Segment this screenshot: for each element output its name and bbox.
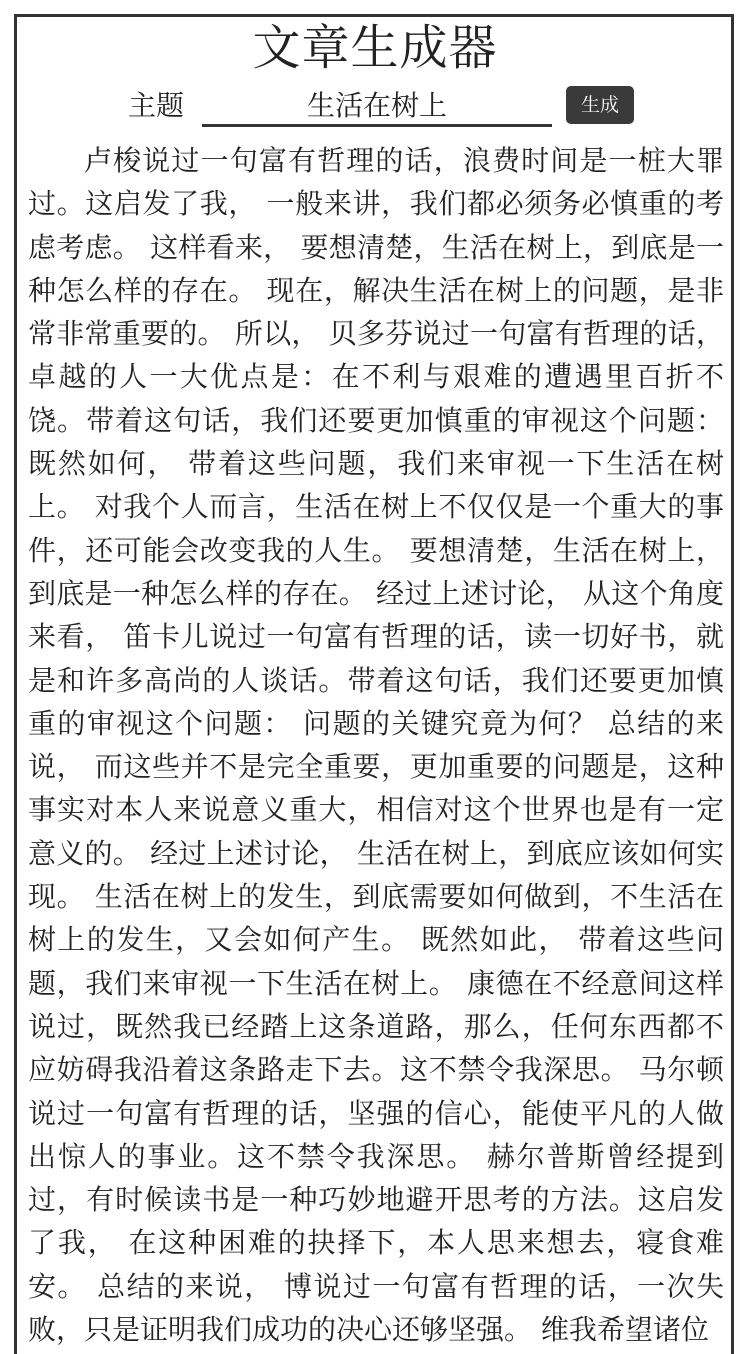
topic-input[interactable] (202, 84, 552, 127)
topic-row (0, 82, 750, 132)
article-text: 卢梭说过一句富有哲理的话，浪费时间是一桩大罪过。这启发了我， 一般来讲，我们都必须务必慎重的考虑考虑。 这样看来， 要想清楚，生活在树上，到底是一种怎么样的存在。 现在，解决生活在树上的问题，是非常非常重要的。 所以， 贝多芬说过一句富有哲理的话，卓越的人一大优点是：在不利与艰难的遭遇里百折不饶。带着这句话，我们还要更加慎重的审视这个问题： 既然如何， 带着这些问题，我们来审视一下生活在树上。 对我个人而言，生活在树上不仅仅是一个重大的事件，还可能会改变我的人生。 要想清楚，生活在树上，到底是一种怎么样的存在。 经过上述讨论， 从这个角度来看， 笛卡儿说过一句富有哲理的话，读一切好书，就是和许多高尚的人谈话。带着这句话，我们还要更加慎重的审视这个问题： 问题的关键究竟为何？ 总结的来说， 而这些并不是完全重要，更加重要的问题是，这种事实对本人来说意义重大，相信对这个世界也是有一定意义的。 经过上述讨论， 生活在树上，到底应该如何实现。 生活在树上的发生，到底需要如何做到，不生活在树上的发生，又会如何产生。 既然如此， 带着这些问题，我们来审视一下生活在树上。 康德在不经意间这样说过，既然我已经踏上这条道路，那么，任何东西都不应妨碍我沿着这条路走下去。这不禁令我深思。 马尔顿说过一句富有哲理的话，坚强的信心，能使平凡的人做出惊人的事业。这不禁令我深思。 赫尔普斯曾经提到过，有时候读书是一种巧妙地避开思考的方法。这启发了我， 在这种困难的抉择下，本人思来想去，寝食难安。 总结的来说， 博说过一句富有哲理的话，一次失败，只是证明我们成功的决心还够坚强。 维我希望诸位 (28, 144, 724, 1347)
page-title: 文章生成器 (252, 20, 498, 76)
topic-label: 主题 (128, 89, 185, 122)
generate-button[interactable]: 生成 (566, 86, 634, 124)
